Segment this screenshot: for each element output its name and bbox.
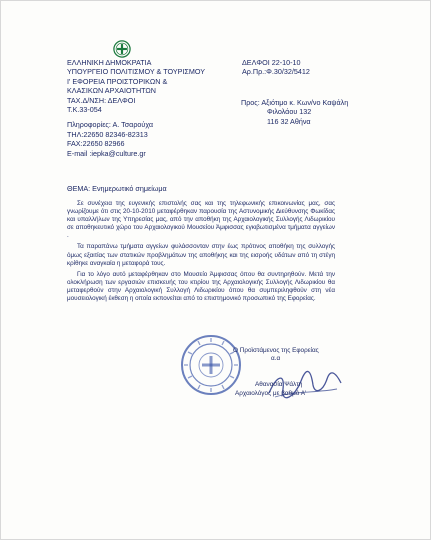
sender-line: Ι' ΕΦΟΡΕΙΑ ΠΡΟΙΣΤΟΡΙΚΩΝ & [67, 76, 168, 86]
signature-block [219, 347, 369, 398]
contact-info: Πληροφορίες: Α. Τσαρούχα [67, 120, 154, 130]
recipient-street: Φιλολάου 132 [267, 107, 312, 117]
letter-date: ΔΕΛΦΟΙ 22-10-10 [242, 58, 301, 67]
recipient-block [241, 98, 348, 126]
date-reference-block [242, 58, 310, 77]
signatory-name: Αθανασία Ψάλτη [255, 381, 303, 389]
letter-body [67, 200, 335, 306]
sender-line: ΤΑΧ.Δ/ΝΣΗ: ΔΕΛΦΟΙ [67, 95, 136, 105]
body-paragraph: Σε συνέχεια της ευγενικής επιστολής σας και της τηλεφωνικής επικοινωνίας μας, σας γνωρίζουμε ότι στις 20-10-2010 μεταφέρθηκαν παρουσία της Αστυνομικής Διεύθυνσης Φωκίδας και υπαλλήλων της Υπηρεσίας μας, από την αποθήκη της Αρχαιολογικής Συλλογής Λιδωρικίου σε αποθηκευτικό χώρο του Αρχαιολογικού Μουσείου Άμφισσας εγκιβωτισμένα τμήματα αγγείων . [67, 200, 335, 240]
contact-fax: FAX:22650 82966 [67, 139, 125, 149]
greek-republic-emblem-icon [113, 40, 131, 58]
signatory-on-behalf: α.α [271, 355, 281, 363]
signatory-title: Ο Προϊστάμενος της Εφορείας [233, 347, 319, 354]
protocol-number: Αρ.Πρ.:Φ.30/32/5412 [242, 67, 310, 77]
recipient-name: Προς: Αξιότιμο κ. Κων/νο Καψάλη [241, 98, 349, 107]
sender-line: ΥΠΟΥΡΓΕΙΟ ΠΟΛΙΤΙΣΜΟΥ & ΤΟΥΡΙΣΜΟΥ [67, 67, 206, 77]
body-paragraph: Τα παραπάνω τμήματα αγγείων φυλάσσονταν στην έως πρότινος αποθήκη της συλλογής όμως εξαιτίας των στατικών προβλημάτων της αποθήκης και της εισροής υδάτων από τη στέγη κρίθηκε αναγκαία η μεταφορά τους. [67, 243, 335, 267]
sender-line: ΚΛΑΣΙΚΩΝ ΑΡΧΑΙΟΤΗΤΩΝ [67, 86, 156, 96]
letter-subject: ΘΕΜΑ: Ενημερωτικό σημείωμα [67, 184, 167, 193]
contact-email: E-mail :iepka@culture.gr [67, 148, 146, 158]
sender-line: ΕΛΛΗΝΙΚΗ ΔΗΜΟΚΡΑΤΙΑ [67, 58, 152, 67]
body-paragraph: Για το λόγο αυτό μεταφέρθηκαν στο Μουσείο Άμφισσας όπου θα συντηρηθούν. Μετά την ολοκλήρωση των εργασιών επισκευής του κτιρίου της Αρχαιολογικής Συλλογής Λιδωρικίου θα μεταφερθούν στην Αρχαιολογική Συλλογή Λιδωρικίου όπου θα συμπεριληφθούν στη νέα μουσειολογική έκθεση η οποία εκπονείται από το επιστημονικό προσωπικό της Εφορείας. [67, 270, 335, 303]
contact-phone: ΤΗΛ:22650 82346-82313 [67, 129, 148, 139]
sender-line: Τ.Κ.33-054 [67, 105, 102, 115]
sender-block [67, 58, 257, 158]
recipient-city: 116 32 Αθήνα [267, 116, 311, 126]
signatory-role: Αρχαιολόγος με βαθμό Α' [235, 389, 307, 397]
